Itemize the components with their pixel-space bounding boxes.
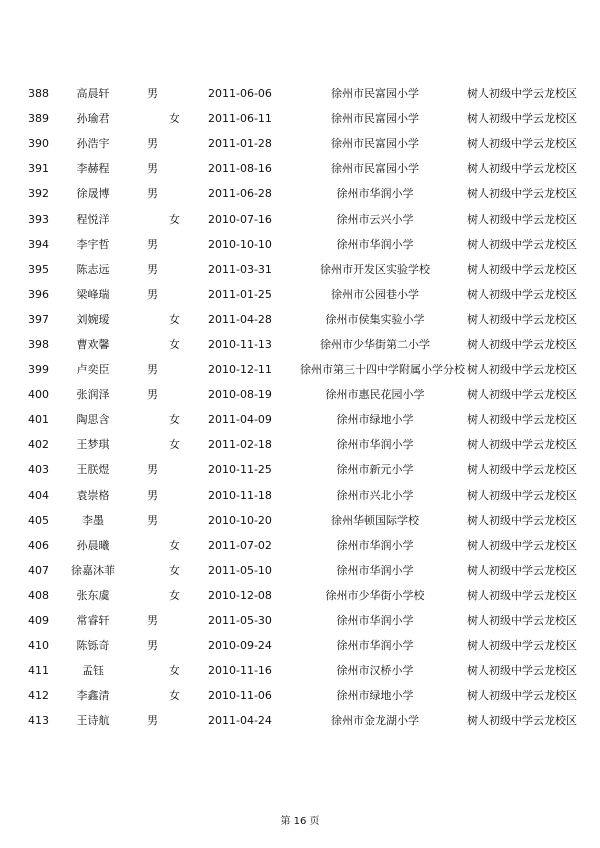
primary-school: 徐州市华润小学 [336,614,414,628]
row-number: 390 [28,137,49,151]
student-name: 梁峰瑞 [76,287,110,301]
table-row [20,206,594,231]
student-name: 李墨 [82,513,104,527]
row-number: 404 [28,488,49,502]
primary-school: 徐州市金龙湖小学 [331,714,419,728]
assigned-school: 树人初级中学云龙校区 [467,337,577,351]
gender-text: 女 [169,312,180,326]
student-name: 王梦琪 [76,438,110,452]
table-row [20,307,594,332]
birth-date: 2011-05-10 [208,563,272,577]
student-name: 孟钰 [82,664,104,678]
birth-date: 2011-04-09 [208,413,272,427]
table-row [20,708,594,733]
student-name: 袁崇格 [76,488,110,502]
birth-date: 2011-01-28 [208,137,272,151]
assigned-school: 树人初级中学云龙校区 [467,563,577,577]
assigned-school: 树人初级中学云龙校区 [467,162,577,176]
student-gender [127,407,202,432]
row-number: 396 [28,287,49,301]
student-name: 王诗航 [76,714,110,728]
student-name: 徐嘉沐菲 [71,563,115,577]
student-gender [127,307,202,332]
student-gender [127,357,202,382]
row-number: 389 [28,112,49,126]
gender-text: 男 [147,287,158,301]
birth-date: 2011-04-28 [208,312,272,326]
assigned-school: 树人初级中学云龙校区 [467,87,577,101]
gender-text: 男 [147,187,158,201]
table-row [20,533,594,558]
assigned-school: 树人初级中学云龙校区 [467,287,577,301]
gender-text: 男 [147,162,158,176]
student-name: 常睿轩 [76,614,110,628]
table-row [20,508,594,533]
row-number: 409 [28,614,49,628]
birth-date: 2011-06-06 [208,87,272,101]
primary-school: 徐州市民富园小学 [331,137,419,151]
gender-text: 男 [147,614,158,628]
row-number: 401 [28,413,49,427]
primary-school: 徐州市绿地小学 [336,689,414,703]
row-number: 402 [28,438,49,452]
row-number: 405 [28,513,49,527]
student-gender [127,332,202,357]
student-gender [127,257,202,282]
student-gender [127,708,202,733]
row-number: 406 [28,538,49,552]
gender-text: 男 [147,262,158,276]
assigned-school: 树人初级中学云龙校区 [467,187,577,201]
assigned-school: 树人初级中学云龙校区 [467,388,577,402]
gender-text: 男 [147,87,158,101]
row-number: 398 [28,337,49,351]
birth-date: 2011-07-02 [208,538,272,552]
birth-date: 2010-12-11 [208,363,272,377]
student-name: 张东虞 [76,588,110,602]
primary-school: 徐州市少华街小学校 [325,588,425,602]
student-gender [127,181,202,206]
row-number: 410 [28,639,49,653]
student-name: 王朕煜 [76,463,110,477]
primary-school: 徐州市汉桥小学 [336,664,414,678]
row-number: 391 [28,162,49,176]
primary-school: 徐州市少华街第二小学 [320,337,430,351]
assigned-school: 树人初级中学云龙校区 [467,513,577,527]
birth-date: 2010-11-25 [208,463,272,477]
row-number: 403 [28,463,49,477]
birth-date: 2010-10-20 [208,513,272,527]
student-gender [127,608,202,633]
student-gender [127,156,202,181]
assigned-school: 树人初级中学云龙校区 [467,237,577,251]
student-name: 陈铄奇 [76,639,110,653]
table-row [20,332,594,357]
student-gender [127,483,202,508]
birth-date: 2010-07-16 [208,212,272,226]
table-row [20,633,594,658]
student-name: 孙浩宇 [76,137,110,151]
primary-school: 徐州市第三十四中学附属小学分校 [300,363,465,377]
student-gender [127,508,202,533]
row-number: 392 [28,187,49,201]
gender-text: 女 [169,337,180,351]
row-number: 394 [28,237,49,251]
gender-text: 男 [147,388,158,402]
primary-school: 徐州市侯集实验小学 [325,312,425,326]
student-name: 曹欢馨 [76,337,110,351]
table-row [20,407,594,432]
gender-text: 男 [147,488,158,502]
primary-school: 徐州市华润小学 [336,187,414,201]
primary-school: 徐州市公园巷小学 [331,287,419,301]
gender-text: 男 [147,714,158,728]
birth-date: 2011-06-11 [208,112,272,126]
row-number: 399 [28,363,49,377]
assigned-school: 树人初级中学云龙校区 [467,137,577,151]
birth-date: 2011-06-28 [208,187,272,201]
primary-school: 徐州市新元小学 [336,463,414,477]
row-number: 407 [28,563,49,577]
row-number: 408 [28,588,49,602]
primary-school: 徐州市绿地小学 [336,413,414,427]
primary-school: 徐州市华润小学 [336,639,414,653]
student-gender [127,106,202,131]
table-row [20,658,594,683]
table-row [20,106,594,131]
table-row [20,181,594,206]
student-name: 徐晟博 [76,187,110,201]
table-row [20,282,594,307]
gender-text: 女 [169,664,180,678]
primary-school: 徐州市民富园小学 [331,87,419,101]
assigned-school: 树人初级中学云龙校区 [467,588,577,602]
row-number: 400 [28,388,49,402]
student-roster-table [20,81,594,733]
assigned-school: 树人初级中学云龙校区 [467,212,577,226]
gender-text: 女 [169,563,180,577]
table-row [20,457,594,482]
assigned-school: 树人初级中学云龙校区 [467,413,577,427]
student-gender [127,583,202,608]
student-name: 张润泽 [76,388,110,402]
student-name: 刘婉瑷 [76,312,110,326]
student-gender [127,382,202,407]
gender-text: 男 [147,237,158,251]
row-number: 397 [28,312,49,326]
birth-date: 2010-11-16 [208,664,272,678]
page-number: 第 16 页 [280,816,320,827]
student-gender [127,131,202,156]
assigned-school: 树人初级中学云龙校区 [467,639,577,653]
birth-date: 2011-04-24 [208,714,272,728]
assigned-school: 树人初级中学云龙校区 [467,363,577,377]
assigned-school: 树人初级中学云龙校区 [467,312,577,326]
gender-text: 女 [169,212,180,226]
table-row [20,81,594,106]
primary-school: 徐州市华润小学 [336,538,414,552]
gender-text: 男 [147,363,158,377]
student-name: 卢奕臣 [76,363,110,377]
gender-text: 女 [169,588,180,602]
primary-school: 徐州市开发区实验学校 [320,262,430,276]
birth-date: 2011-01-25 [208,287,272,301]
birth-date: 2011-05-30 [208,614,272,628]
row-number: 412 [28,689,49,703]
primary-school: 徐州市兴北小学 [336,488,414,502]
assigned-school: 树人初级中学云龙校区 [467,714,577,728]
gender-text: 女 [169,438,180,452]
assigned-school: 树人初级中学云龙校区 [467,488,577,502]
student-name: 李鑫清 [76,689,110,703]
primary-school: 徐州市华润小学 [336,438,414,452]
table-row [20,608,594,633]
assigned-school: 树人初级中学云龙校区 [467,614,577,628]
birth-date: 2011-02-18 [208,438,272,452]
primary-school: 徐州市华润小学 [336,237,414,251]
birth-date: 2011-03-31 [208,262,272,276]
row-number: 388 [28,87,49,101]
primary-school: 徐州市民富园小学 [331,112,419,126]
table-row [20,583,594,608]
gender-text: 男 [147,463,158,477]
gender-text: 男 [147,513,158,527]
row-number: 413 [28,714,49,728]
assigned-school: 树人初级中学云龙校区 [467,112,577,126]
student-name: 孙瑜君 [76,112,110,126]
table-row [20,257,594,282]
birth-date: 2010-09-24 [208,639,272,653]
birth-date: 2010-08-19 [208,388,272,402]
table-row [20,156,594,181]
primary-school: 徐州市惠民花园小学 [325,388,425,402]
gender-text: 女 [169,112,180,126]
table-row [20,432,594,457]
gender-text: 女 [169,538,180,552]
primary-school: 徐州华顿国际学校 [331,513,419,527]
birth-date: 2010-11-13 [208,337,272,351]
student-gender [127,533,202,558]
student-gender [127,432,202,457]
birth-date: 2010-12-08 [208,588,272,602]
student-gender [127,683,202,708]
row-number: 393 [28,212,49,226]
birth-date: 2010-11-18 [208,488,272,502]
birth-date: 2010-11-06 [208,689,272,703]
student-gender [127,206,202,231]
row-number: 411 [28,664,49,678]
student-name: 李赫程 [76,162,110,176]
assigned-school: 树人初级中学云龙校区 [467,538,577,552]
student-name: 孙晨曦 [76,538,110,552]
student-gender [127,658,202,683]
gender-text: 女 [169,689,180,703]
table-row [20,357,594,382]
student-gender [127,558,202,583]
assigned-school: 树人初级中学云龙校区 [467,463,577,477]
primary-school: 徐州市云兴小学 [336,212,414,226]
gender-text: 女 [169,413,180,427]
student-name: 陶思含 [76,413,110,427]
gender-text: 男 [147,137,158,151]
student-gender [127,457,202,482]
assigned-school: 树人初级中学云龙校区 [467,262,577,276]
roster-body [20,81,594,733]
birth-date: 2010-10-10 [208,237,272,251]
assigned-school: 树人初级中学云龙校区 [467,438,577,452]
student-gender [127,633,202,658]
row-number: 395 [28,262,49,276]
primary-school: 徐州市民富园小学 [331,162,419,176]
table-row [20,558,594,583]
primary-school: 徐州市华润小学 [336,563,414,577]
student-name: 陈志远 [76,262,110,276]
table-row [20,483,594,508]
student-name: 程悦洋 [76,212,110,226]
gender-text: 男 [147,639,158,653]
student-name: 李宇哲 [76,237,110,251]
table-row [20,131,594,156]
student-gender [127,282,202,307]
birth-date: 2011-08-16 [208,162,272,176]
student-gender [127,81,202,106]
student-gender [127,232,202,257]
table-row [20,382,594,407]
student-name: 高晨轩 [76,87,110,101]
table-row [20,232,594,257]
assigned-school: 树人初级中学云龙校区 [467,689,577,703]
assigned-school: 树人初级中学云龙校区 [467,664,577,678]
table-row [20,683,594,708]
